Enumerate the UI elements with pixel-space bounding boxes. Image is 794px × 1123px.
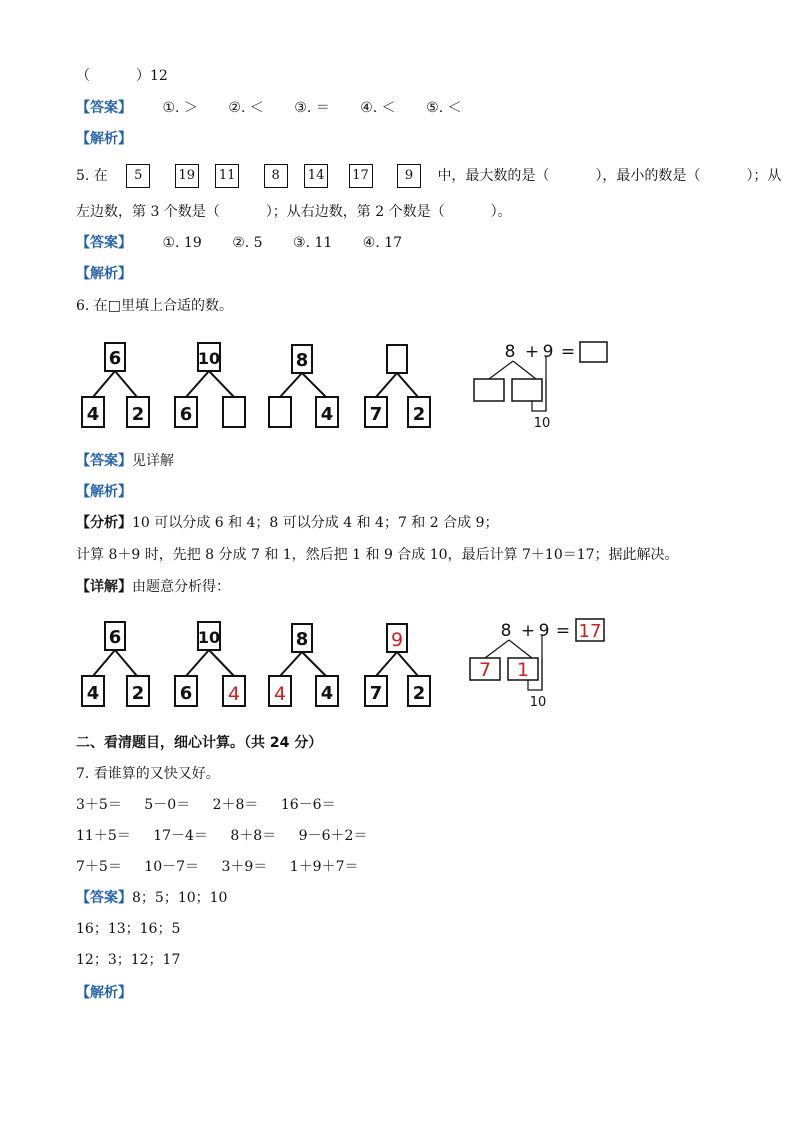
detail-tag: 【详解】: [76, 579, 132, 595]
number-box: 5: [126, 164, 150, 188]
q5-line2-c: ）。: [490, 204, 512, 220]
tree-right: 2: [412, 683, 426, 704]
tree-right: 4: [320, 404, 334, 425]
solution-split-right: 1: [516, 659, 530, 681]
equation-eq: =: [555, 621, 571, 641]
tree-left: 4: [86, 683, 100, 704]
answer-option: ④. 17: [362, 235, 403, 251]
q6-analysis: [76, 482, 132, 502]
q7-equation: 2＋8＝: [212, 797, 259, 813]
q7-row: [76, 826, 385, 846]
number-box: 11: [215, 164, 239, 188]
q7-equation: 3＋9＝: [221, 859, 268, 875]
solution-result: 17: [578, 621, 602, 642]
tree-right: 2: [412, 404, 426, 425]
q5-line1: [76, 164, 781, 188]
solution-split-left: 7: [478, 659, 492, 681]
q7-row: [76, 857, 376, 877]
q7-equation: 17－4＝: [153, 828, 208, 844]
q7-answer: [76, 888, 227, 908]
q6-detail: [76, 577, 230, 597]
tree-left: 6: [179, 404, 193, 425]
q5-answer: [76, 233, 402, 253]
answer-tag: 【答案】: [76, 453, 132, 469]
answer-line: 16；13；16；5: [76, 921, 181, 937]
equation-a: 8: [504, 342, 516, 362]
number-box: 17: [349, 164, 373, 188]
number-box: 8: [264, 164, 288, 188]
q6-answer: [76, 451, 174, 471]
answer-option: ②. 5: [232, 235, 263, 251]
number-box: 14: [304, 164, 328, 188]
answer-option: ①. 19: [162, 235, 202, 251]
q6-figure: [60, 335, 630, 435]
q6-solution-figure: [60, 614, 630, 714]
answer-text: 见详解: [132, 453, 174, 469]
q7-equation: 10－7＝: [144, 859, 200, 875]
answer-line: 12；3；12；17: [76, 952, 181, 968]
q5-prefix: 5. 在: [76, 168, 108, 184]
answer-option: ②. ＜: [228, 100, 264, 116]
answer-tag: 【答案】: [76, 235, 132, 251]
answer-option: ③. 11: [293, 235, 333, 251]
tree-right: 4: [320, 683, 334, 704]
answer-option: ④. ＜: [360, 100, 396, 116]
answer-tag: 【答案】: [76, 100, 132, 116]
q5-text3: ）；从: [746, 168, 782, 184]
analysis-tag: 【解析】: [76, 266, 132, 282]
answer-tag: 【答案】: [76, 890, 132, 906]
number-box: 19: [175, 164, 199, 188]
q5-line2: [76, 202, 512, 222]
tree-top: 6: [108, 348, 122, 369]
tree-left: 7: [369, 683, 383, 704]
tree-left: 4: [86, 404, 100, 425]
tree-top: 8: [295, 350, 309, 371]
section-heading: 二、看清题目，细心计算。（共 24 分）: [76, 735, 323, 751]
analysis-tag: 【解析】: [76, 985, 132, 1001]
fenxi-text: 10 可以分成 6 和 4；8 可以分成 4 和 4；7 和 2 合成 9；: [132, 515, 499, 531]
answer-option: ⑤. ＜: [426, 100, 462, 116]
tree-right: 2: [131, 683, 145, 704]
q6-calc: 计算 8＋9 时，先把 8 分成 7 和 1，然后把 1 和 9 合成 10，最后计算 7＋10＝17；据此解决。: [76, 547, 679, 563]
q5-line2-a: 左边数，第 3 个数是（: [76, 204, 220, 220]
equation-eq: =: [560, 342, 576, 362]
open-paren: （: [76, 68, 90, 84]
analysis-tag: 【解析】: [76, 131, 132, 147]
q5-text2: ），最小的数是（: [595, 168, 701, 184]
q6-fenxi: [76, 513, 498, 533]
equation-a: 8: [500, 621, 512, 641]
q4-answer: [76, 98, 462, 118]
q7-equation: 8＋8＝: [230, 828, 277, 844]
analysis-tag: 【解析】: [76, 484, 132, 500]
q7-analysis: [76, 983, 132, 1003]
q5-text1: 中，最大数的是（: [437, 168, 550, 184]
equation-b: 9: [538, 621, 550, 641]
q7-equation: 7＋5＝: [76, 859, 122, 875]
q7-equation: 11＋5＝: [76, 828, 131, 844]
tree-right: 2: [131, 404, 145, 425]
q5-line2-b: ）；从右边数，第 2 个数是（: [265, 204, 445, 220]
number-box: 9: [397, 164, 421, 188]
tree-left: 6: [179, 683, 193, 704]
q4-analysis: [76, 129, 132, 149]
equation-op: +: [520, 621, 536, 641]
q7-equation: 16－6＝: [280, 797, 336, 813]
q7-title: 7. 看谁算的又快又好。: [76, 766, 220, 782]
tree-top: 10: [197, 628, 221, 647]
solution-answer: 4: [273, 683, 287, 705]
solution-answer: 9: [390, 629, 404, 651]
equation-sum: 10: [529, 695, 547, 710]
tree-top: 8: [295, 629, 309, 650]
solution-answer: 4: [227, 683, 241, 705]
close-paren: ）12: [136, 68, 168, 84]
tree-top: 10: [197, 349, 221, 368]
fenxi-tag: 【分析】: [76, 515, 132, 531]
q5-analysis: [76, 264, 132, 284]
tree-top: 6: [108, 627, 122, 648]
tree-left: 7: [369, 404, 383, 425]
q7-row: [76, 795, 354, 815]
q6-title: 6. 在□里填上合适的数。: [76, 298, 234, 314]
answer-option: ③. ＝: [294, 100, 330, 116]
top-line: [76, 66, 168, 86]
answer-line: 8；5；10；10: [132, 890, 228, 906]
equation-sum: 10: [533, 416, 551, 431]
answer-option: ①. ＞: [162, 100, 198, 116]
q7-equation: 3＋5＝: [76, 797, 122, 813]
equation-b: 9: [542, 342, 554, 362]
q7-equation: 5－0＝: [144, 797, 191, 813]
equation-op: +: [524, 342, 540, 362]
detail-text: 由题意分析得：: [132, 579, 230, 595]
q7-equation: 9－6＋2＝: [298, 828, 368, 844]
q7-equation: 1＋9＋7＝: [289, 859, 359, 875]
